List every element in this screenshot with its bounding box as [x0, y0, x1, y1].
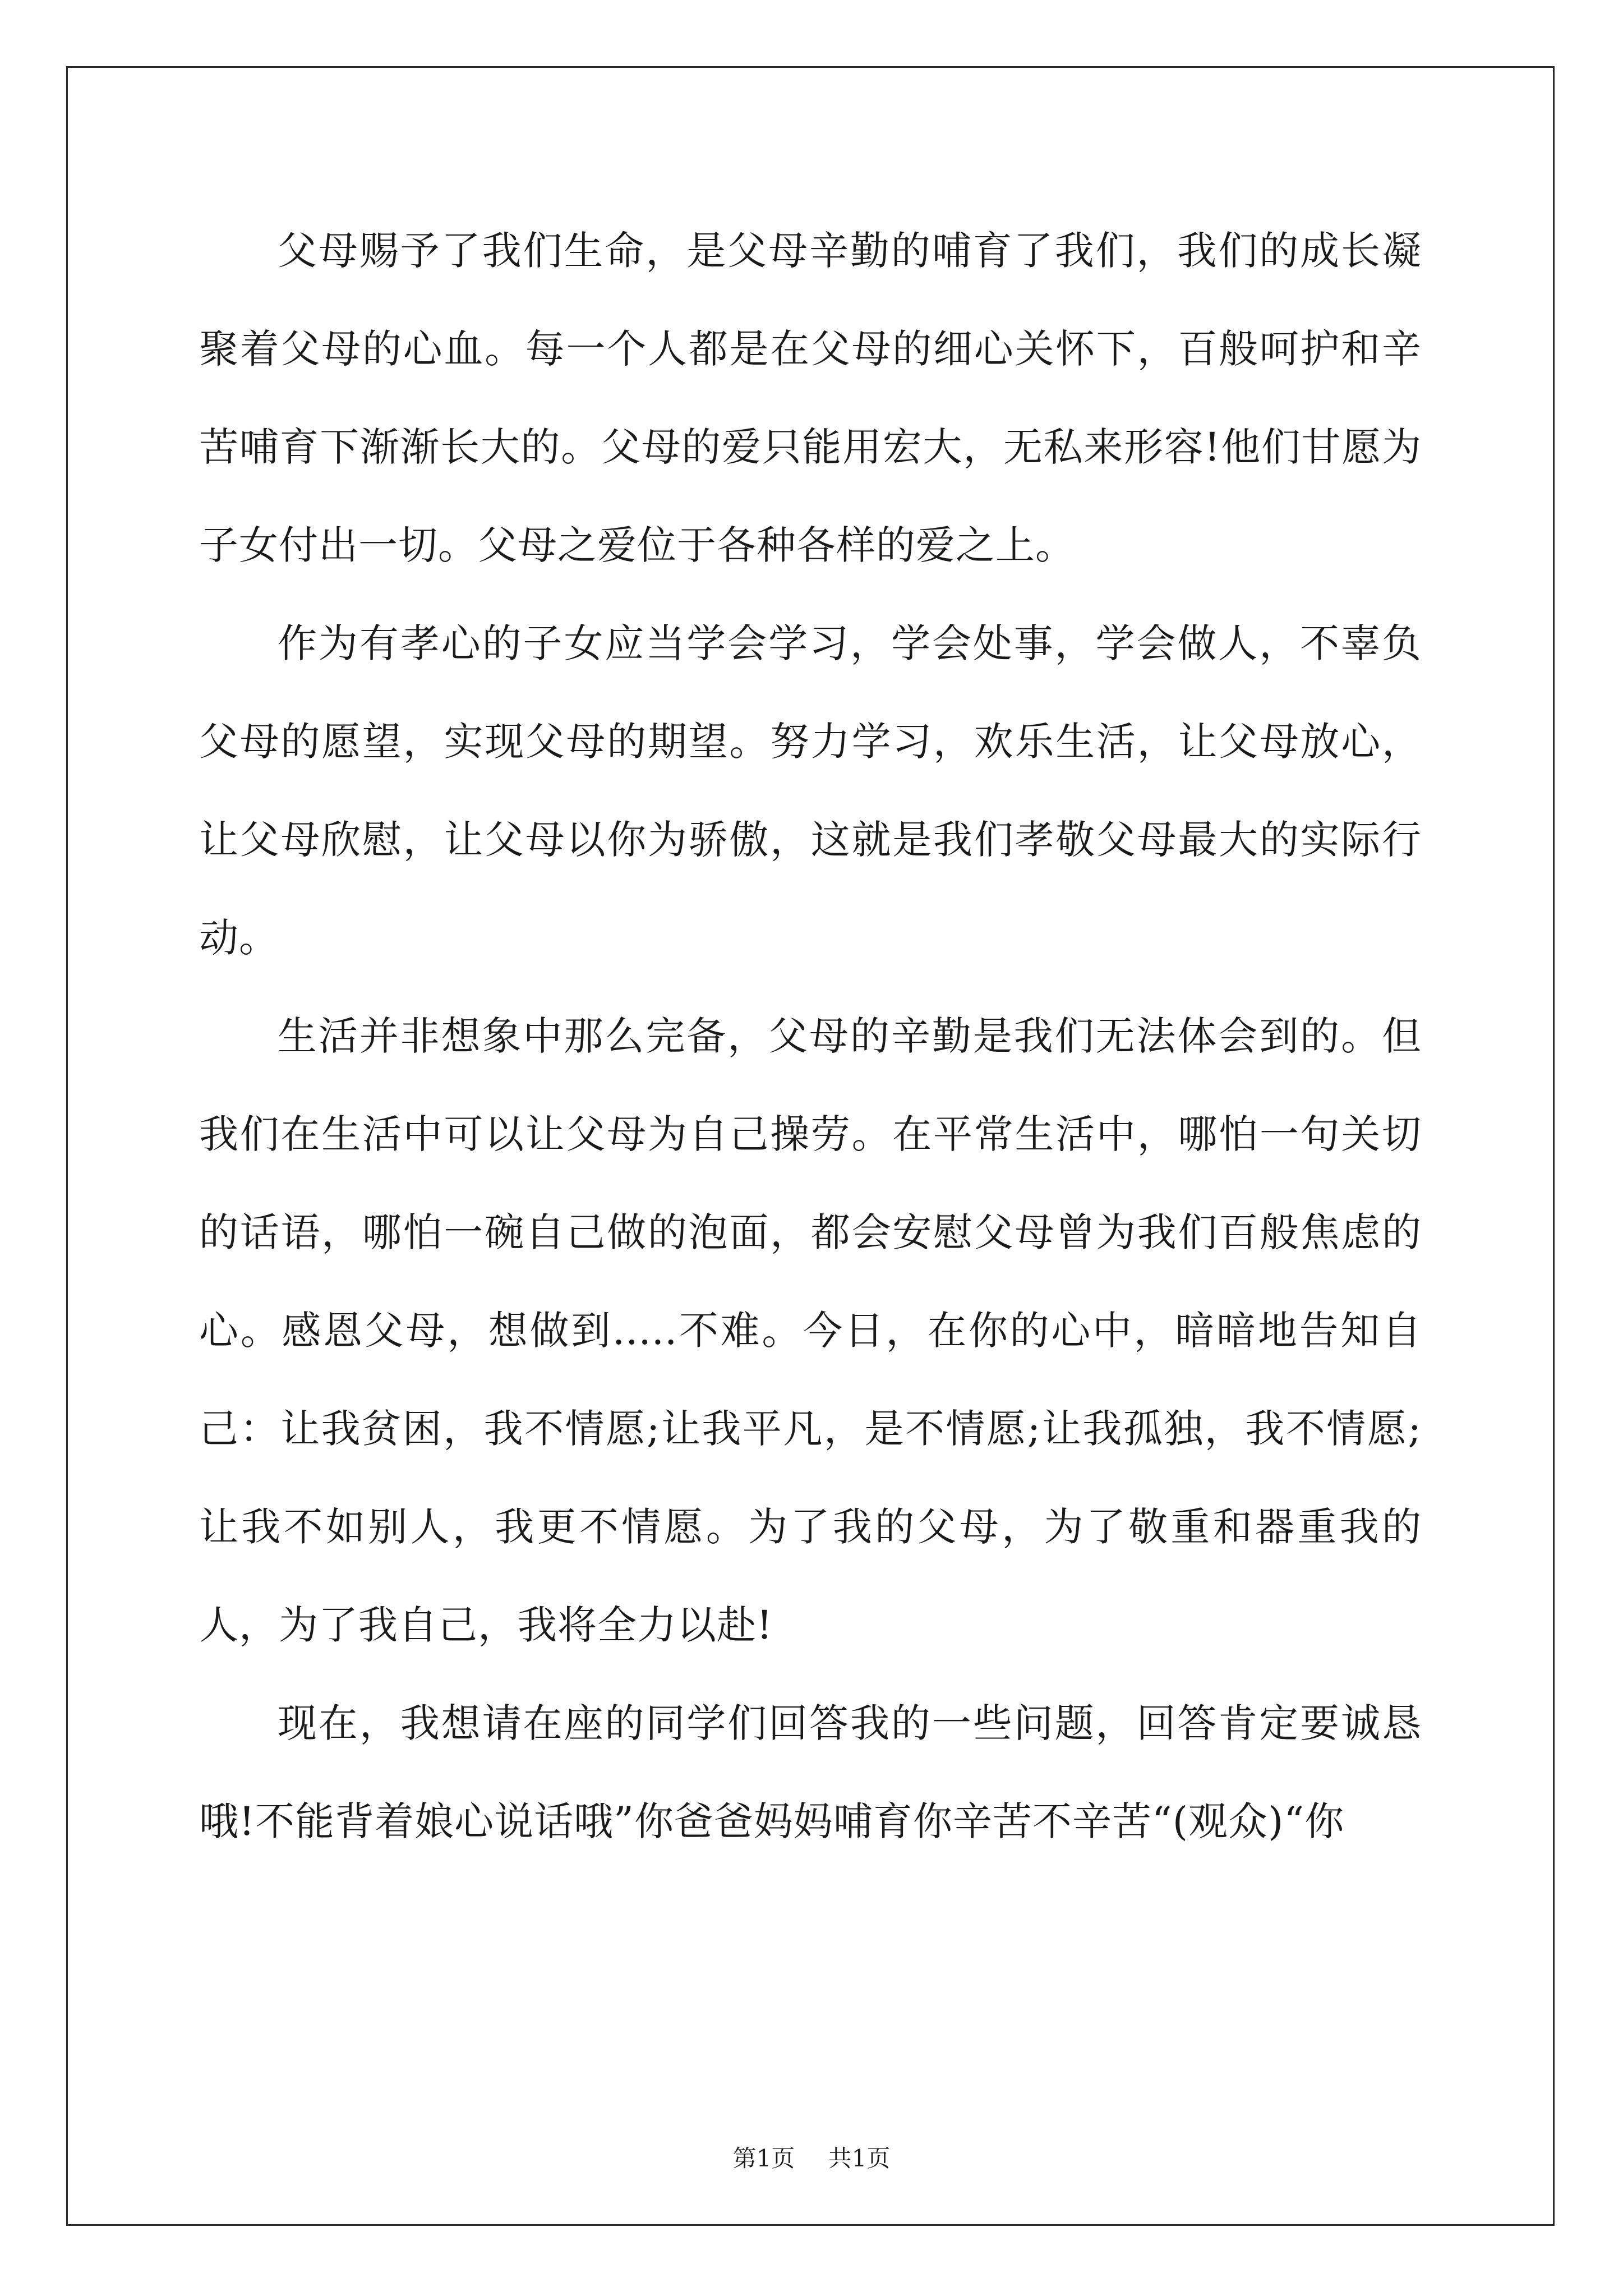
paragraph-1: 父母赐予了我们生命，是父母辛勤的哺育了我们，我们的成长凝聚着父母的心血。每一个人都是在父母的细心关怀下，百般呵护和辛苦哺育下渐渐长大的。父母的爱只能用宏大，无私来形容!他们甘愿为子女付出一切。父母之爱位于各种各样的爱之上。: [199, 228, 1422, 568]
page-footer: [0, 2140, 1623, 2174]
page-total: 共1页: [828, 2145, 891, 2172]
paragraph-3: 生活并非想象中那么完备，父母的辛勤是我们无法体会到的。但我们在生活中可以让父母为自己操劳。在平常生活中，哪怕一句关切的话语，哪怕一碗自己做的泡面，都会安慰父母曾为我们百般焦虑的心。感恩父母，想做到.....不难。今日，在你的心中，暗暗地告知自己：让我贫困，我不情愿;让我平凡，是不情愿;让我孤独，我不情愿;让我不如别人，我更不情愿。为了我的父母，为了敬重和器重我的人，为了我自己，我将全力以赴!: [199, 1013, 1422, 1648]
paragraph-4: 现在，我想请在座的同学们回答我的一些问题，回答肯定要诚恳哦!不能背着娘心说话哦”你爸爸妈妈哺育你辛苦不辛苦“(观众)“你: [199, 1700, 1422, 1844]
page-number: 第1页: [732, 2145, 795, 2172]
document-body: [199, 202, 1422, 1871]
paragraph-2: 作为有孝心的子女应当学会学习，学会处事，学会做人，不辜负父母的愿望，实现父母的期望。努力学习，欢乐生活，让父母放心，让父母欣慰，让父母以你为骄傲，这就是我们孝敬父母最大的实际行动。: [199, 620, 1422, 961]
